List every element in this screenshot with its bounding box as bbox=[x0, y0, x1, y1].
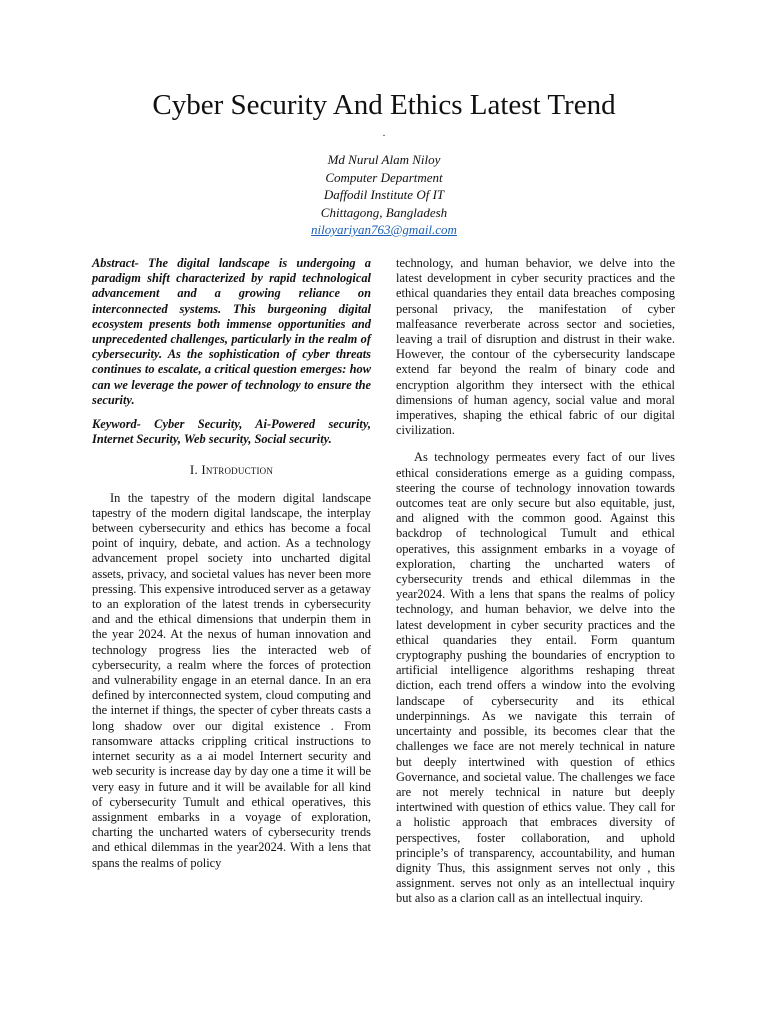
right-paragraph-2: As technology permeates every fact of our lives ethical considerations emerge as a guiding compass, steering the course of technology innovation towards outcomes teat are only secure but also equitable, just, and aligned with the common good. Against this backdrop of technological Tumult and ethical operatives, this assignment embarks in a voyage of exploration, charting the uncharted waters of cybersecurity trends and ethical dilemmas in the year2024. With a lens that spans the realms of policy technology, and human behavior, we delve into the latest development in cyber security practices and the ethical quandaries they entail. Form quantum cryptography pushing the boundaries of encryption to artificial intelligence algorithms reshaping threat diction, each trend offers a window into the evolving landscape of cybersecurity and its ethical underpinnings. As we navigate this terrain of uncertainty and possible, its becomes clear that the challenges we face are not merely technical in nature but deeply intertwined with question of ethics Governance, and societal value. The challenges we face are not merely technical in nature but deeply intertwined with question of ethics value. They call for a holistic approach that embraces diversity of perspectives, foster collaboration, and uphold principle’s of transparency, accountability, and human dignity Thus, this assignment serves not only , this assignment. serves not only as an intellectual inquiry but also as a clarion call as an intellectual inquiry. bbox=[396, 450, 675, 906]
paper-title: Cyber Security And Ethics Latest Trend bbox=[152, 89, 616, 121]
author-block bbox=[0, 151, 768, 239]
author-email-link[interactable]: niloyariyan763@gmail.com bbox=[311, 222, 457, 237]
right-column bbox=[396, 256, 675, 907]
right-paragraph-1: technology, and human behavior, we delve into the latest development in cyber security practices and the ethical quandaries they entail data breaches composing personal privacy, the manifestation of cyber malfeasance reverberate across sector and societies, leaving a trail of disruption and distrust in their wake. However, the contour of the cybersecurity landscape extend far beyond the realm of binary code and encryption algorithm they intersect with the ethical dimensions of human agency, social value and moral imperatives, shaping the ethical fabric of our digital civilization. bbox=[396, 256, 675, 438]
author-institute: Daffodil Institute Of IT bbox=[323, 187, 445, 202]
keywords: Keyword- Cyber Security, Ai-Powered security, Internet Security, Web security, Social security. bbox=[92, 417, 371, 447]
title-separator-dot: . bbox=[382, 128, 386, 139]
author-location: Chittagong, Bangladesh bbox=[320, 204, 448, 220]
author-name: Md Nurul Alam Niloy bbox=[327, 152, 441, 167]
intro-paragraph: In the tapestry of the modern digital landscape tapestry of the modern digital landscape, the interplay between cybersecurity and ethics has become a focal point of inquiry, debate, and action. As a technology advancement propel society into uncharted digital assets, privacy, and societal values has never been more pressing. This expensive introduced server as a getaway to an exploration of the latest trends in cybersecurity and and the ethical dimensions that underpin them in the year 2024. At the nexus of human innovation and technology progress lies the interacted web of cybersecurity, a realm where the forces of protection and vulnerability engage in an eternal dance. In an era defined by interconnected system, cloud computing and the internet if things, the specter of cyber threats casts a long shadow over our digital existence . From ransomware attacks crippling critical instructions to internet security as a ai model Internert security and web security is increase day by day one a time it will be very easy in future and it will be available for all kind of cybersecurity Tumult and ethical operatives, this assignment embarks in a voyage of exploration, charting the uncharted waters of cybersecurity trends and ethical dilemmas in the year2024. With a lens that spans the realms of policy bbox=[92, 490, 371, 870]
left-column bbox=[92, 256, 371, 871]
abstract: Abstract- The digital landscape is undergoing a paradigm shift characterized by rapid technological advancement and a growing reliance on interconnected systems. This burgeoning digital ecosystem presents both immense opportunities and unprecedented challenges, particularly in the realm of cybersecurity. As the sophistication of cyber threats continues to escalate, a critical question emerges: how can we leverage the power of technology to ensure the security. bbox=[92, 256, 371, 407]
section-heading-introduction: I. Introduction bbox=[189, 462, 274, 478]
author-department: Computer Department bbox=[325, 169, 443, 185]
